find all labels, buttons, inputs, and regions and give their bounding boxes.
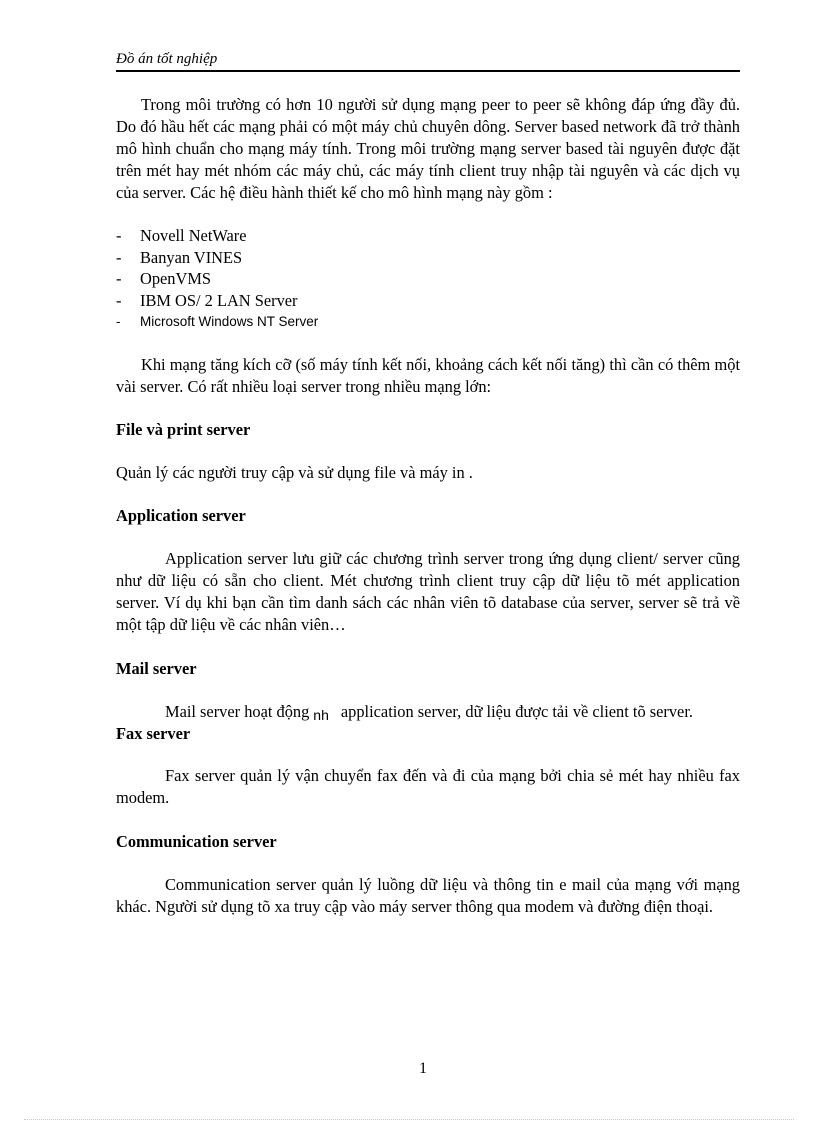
list-item (116, 247, 740, 269)
page-number: 1 (419, 1060, 427, 1077)
list-dash: - (116, 290, 122, 310)
list-item (116, 225, 740, 247)
running-header: Đồ án tốt nghiệp (116, 51, 218, 67)
list-dash: - (116, 269, 122, 288)
list-item-text: Microsoft Windows NT Server (140, 314, 319, 329)
list-dash: - (116, 314, 121, 329)
page-content (116, 94, 740, 918)
mail-body-start: Mail server hoạt động (165, 701, 310, 721)
growth-paragraph: Khi mạng tăng kích cỡ (số máy tính kết nối, khoảng cách kết nối tăng) thì cần có thêm một vài server. Có rất nhiều loại server trong nhiều mạng lớn: (116, 354, 740, 396)
mail-body-end: application server, dữ liệu được tải về client tõ server. (340, 701, 693, 721)
list-item-text: OpenVMS (140, 269, 212, 288)
intro-paragraph: Trong môi trường có hơn 10 người sử dụng mạng peer to peer sẽ không đáp ứng đầy đủ. Do đó hầu hết các mạng phải có một máy chủ chuyên dông. Server based network đã trở thành mô hình chuẩn cho mạng máy tính. Trong môi trường mạng server based tài nguyên được đặt trên mét hay mét nhóm các máy chủ, các máy tính client truy nhập tài nguyên và các dịch vụ của server. Các hệ điều hành thiết kế cho mô hình mạng này gồm : (116, 95, 740, 202)
section-body-application: Application server lưu giữ các chương trình server trong ứng dụng client/ server cũng như dữ liệu có sẵn cho client. Mét chương trình client truy cập dữ liệu tõ mét application server. Ví dụ khi bạn cần tìm danh sách các nhân viên tõ database của server, server sẽ trả về một tập dữ liệu về các nhân viên… (116, 548, 740, 634)
list-item-text: Novell NetWare (140, 226, 247, 245)
section-body-mail (116, 701, 740, 723)
section-body-communication: Communication server quản lý luồng dữ liệu và thông tin e mail của mạng với mạng khác. Người sử dụng tõ xa truy cập vào máy server thông qua modem và đường điện thoại. (116, 874, 740, 916)
mail-body-nh: nh (313, 706, 329, 723)
list-item-text: IBM OS/ 2 LAN Server (140, 290, 298, 310)
section-heading-application: Application server (116, 505, 246, 525)
os-list (116, 225, 740, 333)
page-end-divider (24, 1119, 794, 1120)
section-heading-file-print: File và print server (116, 419, 251, 439)
section-heading-communication: Communication server (116, 831, 277, 851)
list-item (116, 311, 740, 333)
list-item (116, 290, 740, 312)
section-heading-fax: Fax server (116, 723, 191, 743)
section-body-fax: Fax server quản lý vận chuyển fax đến và đi của mạng bởi chia sẻ mét hay nhiều fax modem. (116, 765, 740, 807)
section-heading-mail: Mail server (116, 658, 197, 678)
list-dash: - (116, 247, 122, 267)
list-item (116, 268, 740, 290)
list-dash: - (116, 226, 122, 245)
header-rule (116, 70, 740, 72)
list-item-text: Banyan VINES (140, 247, 243, 267)
section-body-file-print: Quản lý các người truy cập và sử dụng file và máy in . (116, 462, 473, 482)
